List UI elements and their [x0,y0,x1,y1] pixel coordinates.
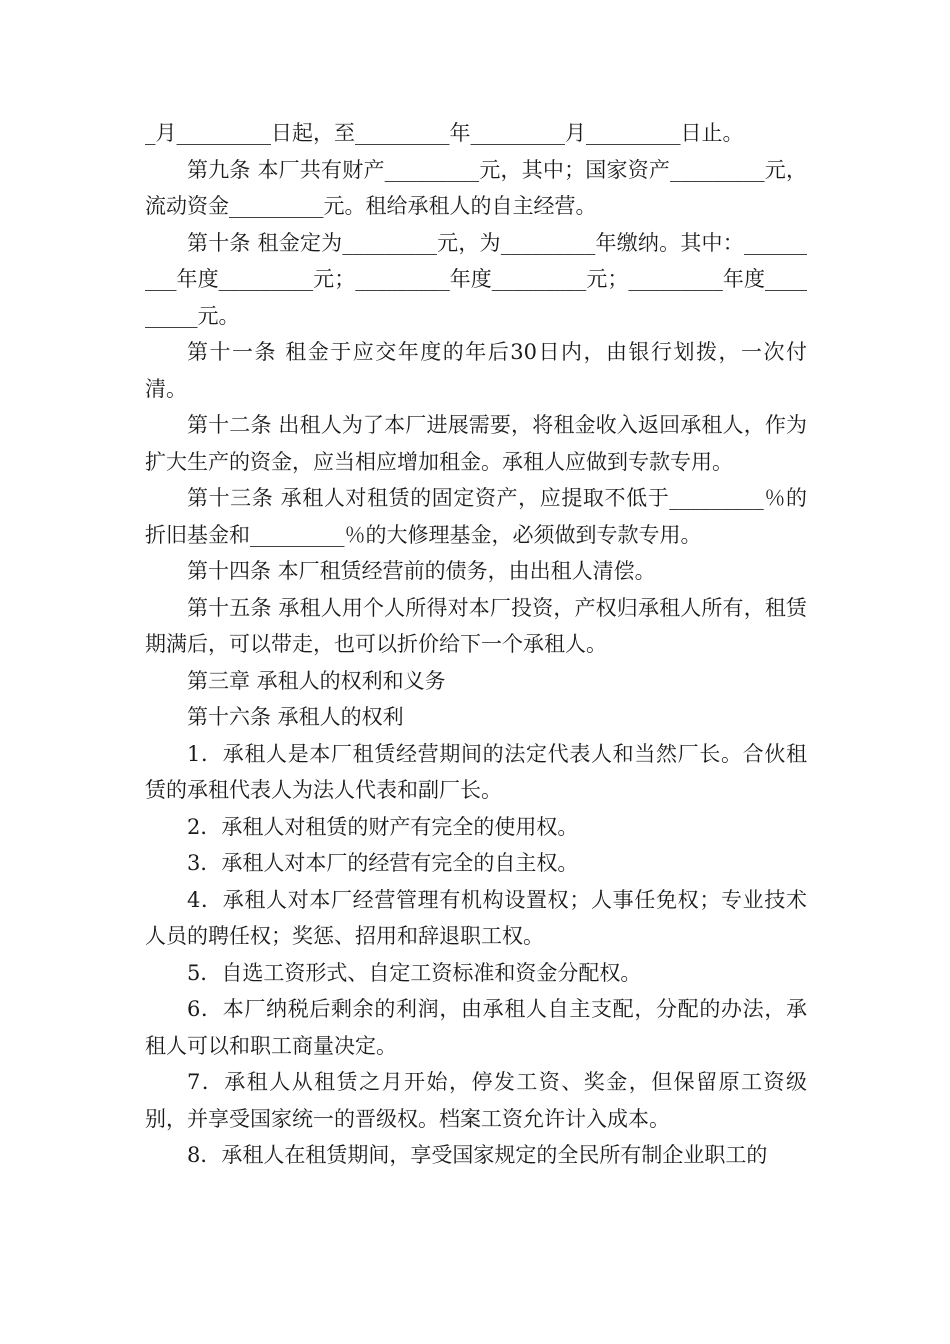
list-item-5: 5．自选工资形式、自定工资标准和资金分配权。 [187,960,642,985]
paragraph-article-11: 第十一条 租金于应交年度的年后30日内，由银行划拨，一次付清。 [145,340,807,401]
list-item-2: 2．承租人对租赁的财产有完全的使用权。 [187,814,579,839]
document-page [145,115,807,1174]
list-item-8: 8．承租人在租赁期间，享受国家规定的全民所有制企业职工的 [187,1143,768,1167]
chapter-3-heading: 第三章 承租人的权利和义务 [187,668,446,693]
paragraph-article-15: 第十五条 承租人用个人所得对本厂投资，产权归承租人所有，租赁期满后，可以带走，也可以折价给下一个承租人。 [145,595,807,656]
paragraph-date-range: _月_________日起，至_________年_________月_________日止。 [145,121,744,145]
article-16-heading: 第十六条 承租人的权利 [187,705,404,729]
list-item-4: 4．承租人对本厂经营管理有机构设置权；人事任免权；专业技术人员的聘任权；奖惩、招用和辞退职工权。 [145,887,807,948]
paragraph-article-10: 第十条 租金定为_________元，为_________年缴纳。其中：_________年度_________元；_________年度_________元；_________年度_________元。 [145,230,807,328]
paragraph-article-12: 第十二条 出租人为了本厂进展需要，将租金收入返回承租人，作为扩大生产的资金，应当相应增加租金。承租人应做到专款专用。 [145,413,807,474]
list-item-7: 7．承租人从租赁之月开始，停发工资、奖金，但保留原工资级别，并享受国家统一的晋级权。档案工资允许计入成本。 [145,1070,807,1131]
list-item-6: 6．本厂纳税后剩余的利润，由承租人自主支配，分配的办法，承租人可以和职工商量决定。 [145,997,807,1058]
list-item-3: 3．承租人对本厂的经营有完全的自主权。 [187,851,579,875]
paragraph-article-9: 第九条 本厂共有财产_________元，其中；国家资产_________元，流动资金_________元。租给承租人的自主经营。 [145,157,807,218]
list-item-1: 1．承租人是本厂租赁经营期间的法定代表人和当然厂长。合伙租赁的承租代表人为法人代表和副厂长。 [145,741,807,802]
paragraph-article-14: 第十四条 本厂租赁经营前的债务，由出租人清偿。 [187,559,656,583]
paragraph-article-13: 第十三条 承租人对租赁的固定资产，应提取不低于_________％的折旧基金和_________％的大修理基金，必须做到专款专用。 [145,486,807,547]
